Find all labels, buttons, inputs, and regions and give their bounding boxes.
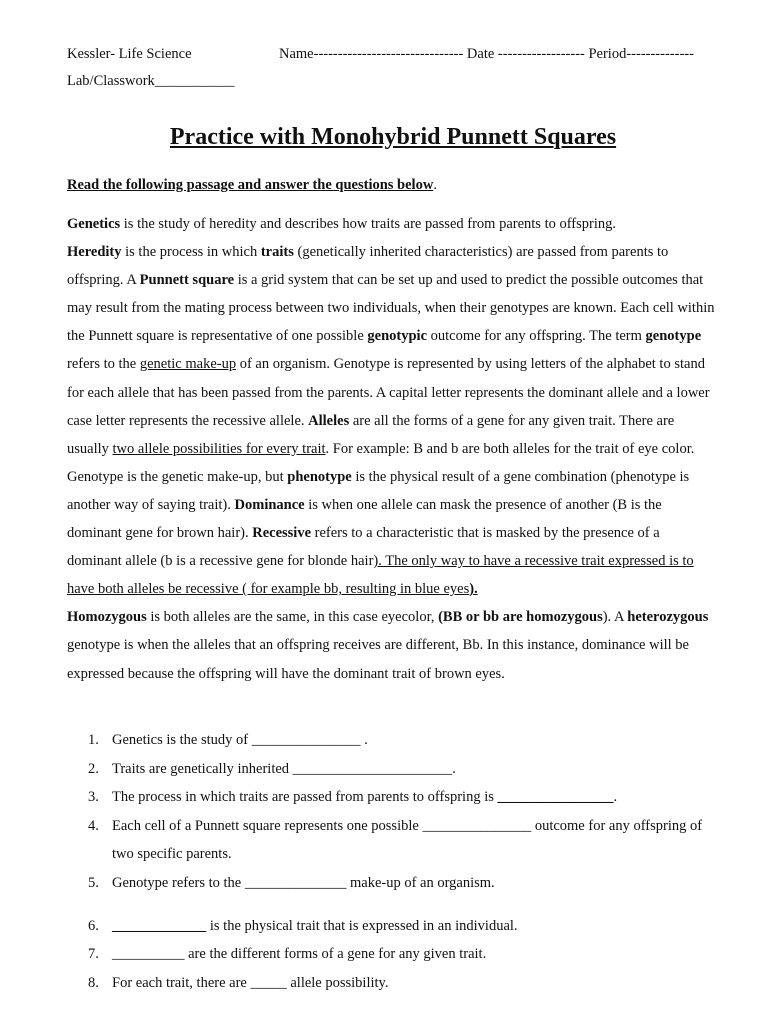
instructions xyxy=(67,177,437,194)
term-genetics: Genetics xyxy=(67,216,121,232)
term-genotype: genotype xyxy=(645,328,702,345)
term-heterozygous: heterozygous xyxy=(627,609,709,626)
question-number: 3. xyxy=(88,789,99,806)
question-3 xyxy=(67,783,717,812)
instructions-text: Read the following passage and answer the questions below xyxy=(67,177,434,193)
question-6 xyxy=(67,912,717,941)
question-text[interactable]: Genotype refers to the ______________ make-up of an organism. xyxy=(112,874,495,891)
question-number: 2. xyxy=(88,760,99,777)
question-number: 1. xyxy=(88,732,99,748)
question-text[interactable]: For each trait, there are _____ allele possibility. xyxy=(112,974,389,991)
reading-passage xyxy=(67,210,717,688)
question-text: . xyxy=(613,789,618,806)
passage-paragraph-1 xyxy=(67,210,717,238)
question-2 xyxy=(67,755,717,784)
question-text[interactable]: Each cell of a Punnett square represents one possible _______________ outcome for any offspring of two specific parents. xyxy=(112,817,703,863)
term-punnett-square: Punnett square xyxy=(139,272,235,289)
passage-text: refers to the xyxy=(67,356,140,373)
course-name: Kessler- Life Science xyxy=(67,46,192,62)
answer-blank[interactable]: ________________ xyxy=(497,789,614,806)
question-7 xyxy=(67,940,717,969)
question-number: 7. xyxy=(88,946,99,963)
passage-text: is when one allele can mask the presence of another (B is the dominant gene for brown hair). xyxy=(67,496,662,542)
passage-paragraph-2 xyxy=(67,238,717,688)
question-4 xyxy=(67,812,717,869)
question-number: 4. xyxy=(88,817,99,834)
question-text[interactable]: Genetics is the study of _______________ . xyxy=(112,732,368,748)
passage-text: (genetically inherited characteristics) are passed from parents to offspring. A xyxy=(67,244,669,289)
passage-text: are all the forms of a gene for any given trait. There are usually xyxy=(67,412,675,457)
question-number: 6. xyxy=(88,917,99,934)
term-recessive: Recessive xyxy=(252,525,312,542)
lab-classwork-field: Lab/Classwork___________ xyxy=(67,73,235,89)
question-text: The process in which traits are passed from parents to offspring is xyxy=(112,789,498,806)
homozygous-example: (BB or bb are homozygous xyxy=(438,609,603,626)
question-number: 5. xyxy=(88,874,99,891)
answer-blank[interactable]: _____________ xyxy=(112,917,207,934)
passage-text: outcome for any offspring. The term xyxy=(427,328,646,345)
name-date-period-fields: Name------------------------------- Date ------------------ Period-------------- xyxy=(279,46,694,62)
passage-text: of an organism. Genotype is represented by using letters of the alphabet to stand for each allele that has been passed from the parents. A capital letter represents the dominant allele and a lower case letter represents the recessive allele. xyxy=(67,356,710,429)
page-title: Practice with Monohybrid Punnett Squares xyxy=(169,124,617,150)
term-alleles: Alleles xyxy=(308,412,350,429)
question-list xyxy=(67,726,717,997)
passage-text: refers to a characteristic that is masked by the presence of a dominant allele (b is a recessive gene for blonde hair xyxy=(67,525,660,570)
question-text[interactable]: Traits are genetically inherited ______________________. xyxy=(112,760,456,777)
term-genotypic: genotypic xyxy=(367,328,428,345)
question-5 xyxy=(67,869,717,898)
passage-text: genotype is when the alleles that an offspring receives are different, Bb. In this instance, dominance will be expressed because the offspring will have the dominant trait of brown eyes. xyxy=(67,637,689,682)
passage-text: is the physical result of a gene combination (phenotype is another way of saying trait). xyxy=(67,468,690,513)
passage-text: ). A xyxy=(602,609,628,626)
question-number: 8. xyxy=(88,974,99,991)
instructions-tail: . xyxy=(433,177,437,193)
underlined-genetic-make-up: genetic make-up xyxy=(139,356,237,373)
term-homozygous: Homozygous xyxy=(67,609,147,626)
term-heredity: Heredity xyxy=(67,244,122,261)
underlined-recessive-rule: ). The only way to have a recessive trait expressed is to have both alleles be recessive ( for example bb, resulting in blue eyes xyxy=(67,553,694,598)
term-dominance: Dominance xyxy=(234,496,305,513)
question-8 xyxy=(67,969,717,998)
passage-text: . For example: B and b are both alleles for the trait of eye color. Genotype is the genetic make-up, but xyxy=(67,440,695,485)
passage-text: is the process in which xyxy=(121,244,261,261)
question-text[interactable]: __________ are the different forms of a gene for any given trait. xyxy=(112,946,487,963)
underlined-allele-possibilities: two allele possibilities for every trait xyxy=(112,440,326,457)
passage-text: is the study of heredity and describes how traits are passed from parents to offspring. xyxy=(120,216,616,232)
passage-text: is both alleles are the same, in this case eyecolor, xyxy=(146,609,439,626)
term-traits: traits xyxy=(260,244,294,261)
term-phenotype: phenotype xyxy=(287,468,352,485)
question-text: is the physical trait that is expressed in an individual. xyxy=(206,917,518,934)
passage-text: is a grid system that can be set up and used to predict the possible outcomes that may result from the mating process between two individuals, when their genotypes are known. Each cell within the Punnett square is representative of one possible xyxy=(67,272,715,345)
underlined-recessive-rule-end: ). xyxy=(469,581,478,598)
question-1 xyxy=(67,726,717,755)
